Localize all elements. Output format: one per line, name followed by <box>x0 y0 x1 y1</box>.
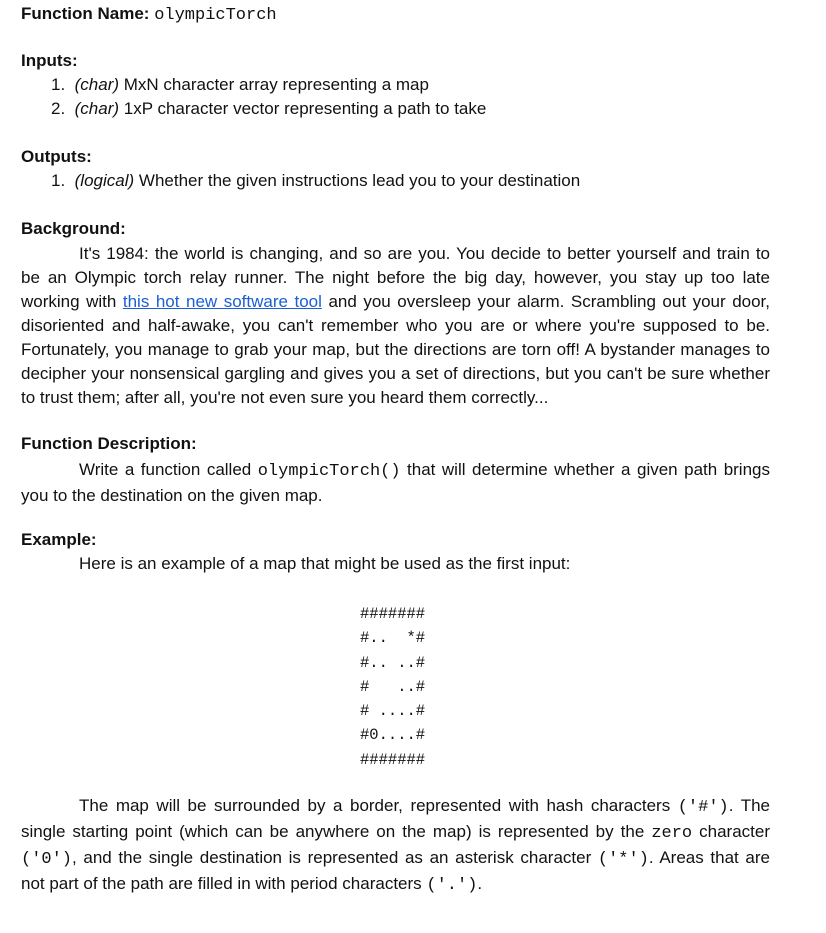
output-item <box>51 171 580 191</box>
function-description-text-start: Write a function called <box>79 460 258 479</box>
input-item-desc: 1xP character vector representing a path to take <box>119 99 487 118</box>
example-map <box>360 602 425 772</box>
background-heading: Background: <box>21 219 126 238</box>
function-name-line <box>21 4 277 25</box>
inputs-heading: Inputs: <box>21 51 78 70</box>
map-note-text: . The single starting point (which can be anywhere on the map) is represented by the <box>21 796 770 841</box>
input-item-type: (char) <box>74 99 120 118</box>
function-description-text-end: that will determine whether a given path brings you to the destination on the given map. <box>21 460 770 505</box>
zero-code: zero <box>651 824 693 843</box>
function-call-code: olympicTorch() <box>257 462 401 481</box>
map-note-paragraph <box>21 794 770 898</box>
input-item-desc: MxN character array representing a map <box>119 75 429 94</box>
background-paragraph <box>21 242 770 410</box>
outputs-heading: Outputs: <box>21 147 92 166</box>
function-description-paragraph <box>21 458 770 508</box>
map-row: #.. *# <box>360 629 426 648</box>
map-row: #.. ..# <box>360 653 426 672</box>
function-name-value: olympicTorch <box>154 6 277 25</box>
software-tool-link[interactable]: this hot new software tool <box>122 292 322 311</box>
output-item-desc: Whether the given instructions lead you to your destination <box>134 171 581 190</box>
period-char-code: ('.') <box>426 876 478 895</box>
function-name-label: Function Name: <box>21 4 150 23</box>
input-item-number: 2. <box>51 99 66 118</box>
map-note-text: character <box>692 822 771 841</box>
map-note-text: . <box>477 874 483 893</box>
example-intro: Here is an example of a map that might be used as the first input: <box>79 554 571 573</box>
map-note-text: , and the single destination is represented as an asterisk character <box>72 848 598 867</box>
input-item-type: (char) <box>74 75 120 94</box>
output-item-number: 1. <box>51 171 66 190</box>
hash-char-code: ('#') <box>677 798 729 817</box>
map-row: ####### <box>360 750 426 769</box>
map-note-text: . Areas that are not part of the path are filled in with period characters <box>21 848 770 893</box>
input-item <box>51 99 486 119</box>
asterisk-char-code: ('*') <box>597 850 649 869</box>
function-description-heading: Function Description: <box>21 434 197 453</box>
map-row: ####### <box>360 605 426 623</box>
map-row: # ....# <box>360 702 426 721</box>
example-heading: Example: <box>21 530 97 549</box>
zero-char-code: ('0') <box>21 850 73 869</box>
background-text-start: It's 1984: the world is changing, and so are you. You decide to better yourself and train to be an Olympic torch relay runner. The night before the big day, however, you stay up too late working with <box>21 244 770 311</box>
input-item-number: 1. <box>51 75 66 94</box>
input-item <box>51 75 429 95</box>
map-row: #0....# <box>360 726 426 745</box>
map-note-text: The map will be surrounded by a border, represented with hash characters <box>79 796 678 815</box>
map-row: # ..# <box>360 677 426 696</box>
output-item-type: (logical) <box>74 171 135 190</box>
background-text-end: and you oversleep your alarm. Scrambling out your door, disoriented and half-awake, you can't remember who you are or where you're supposed to be. Fortunately, you manage to grab your map, but the directions are torn off! A bystander manages to decipher your nonsensical gargling and gives you a set of directions, but you can't be sure whether to trust them; after all, you're not even sure you heard them correctly... <box>21 292 770 407</box>
